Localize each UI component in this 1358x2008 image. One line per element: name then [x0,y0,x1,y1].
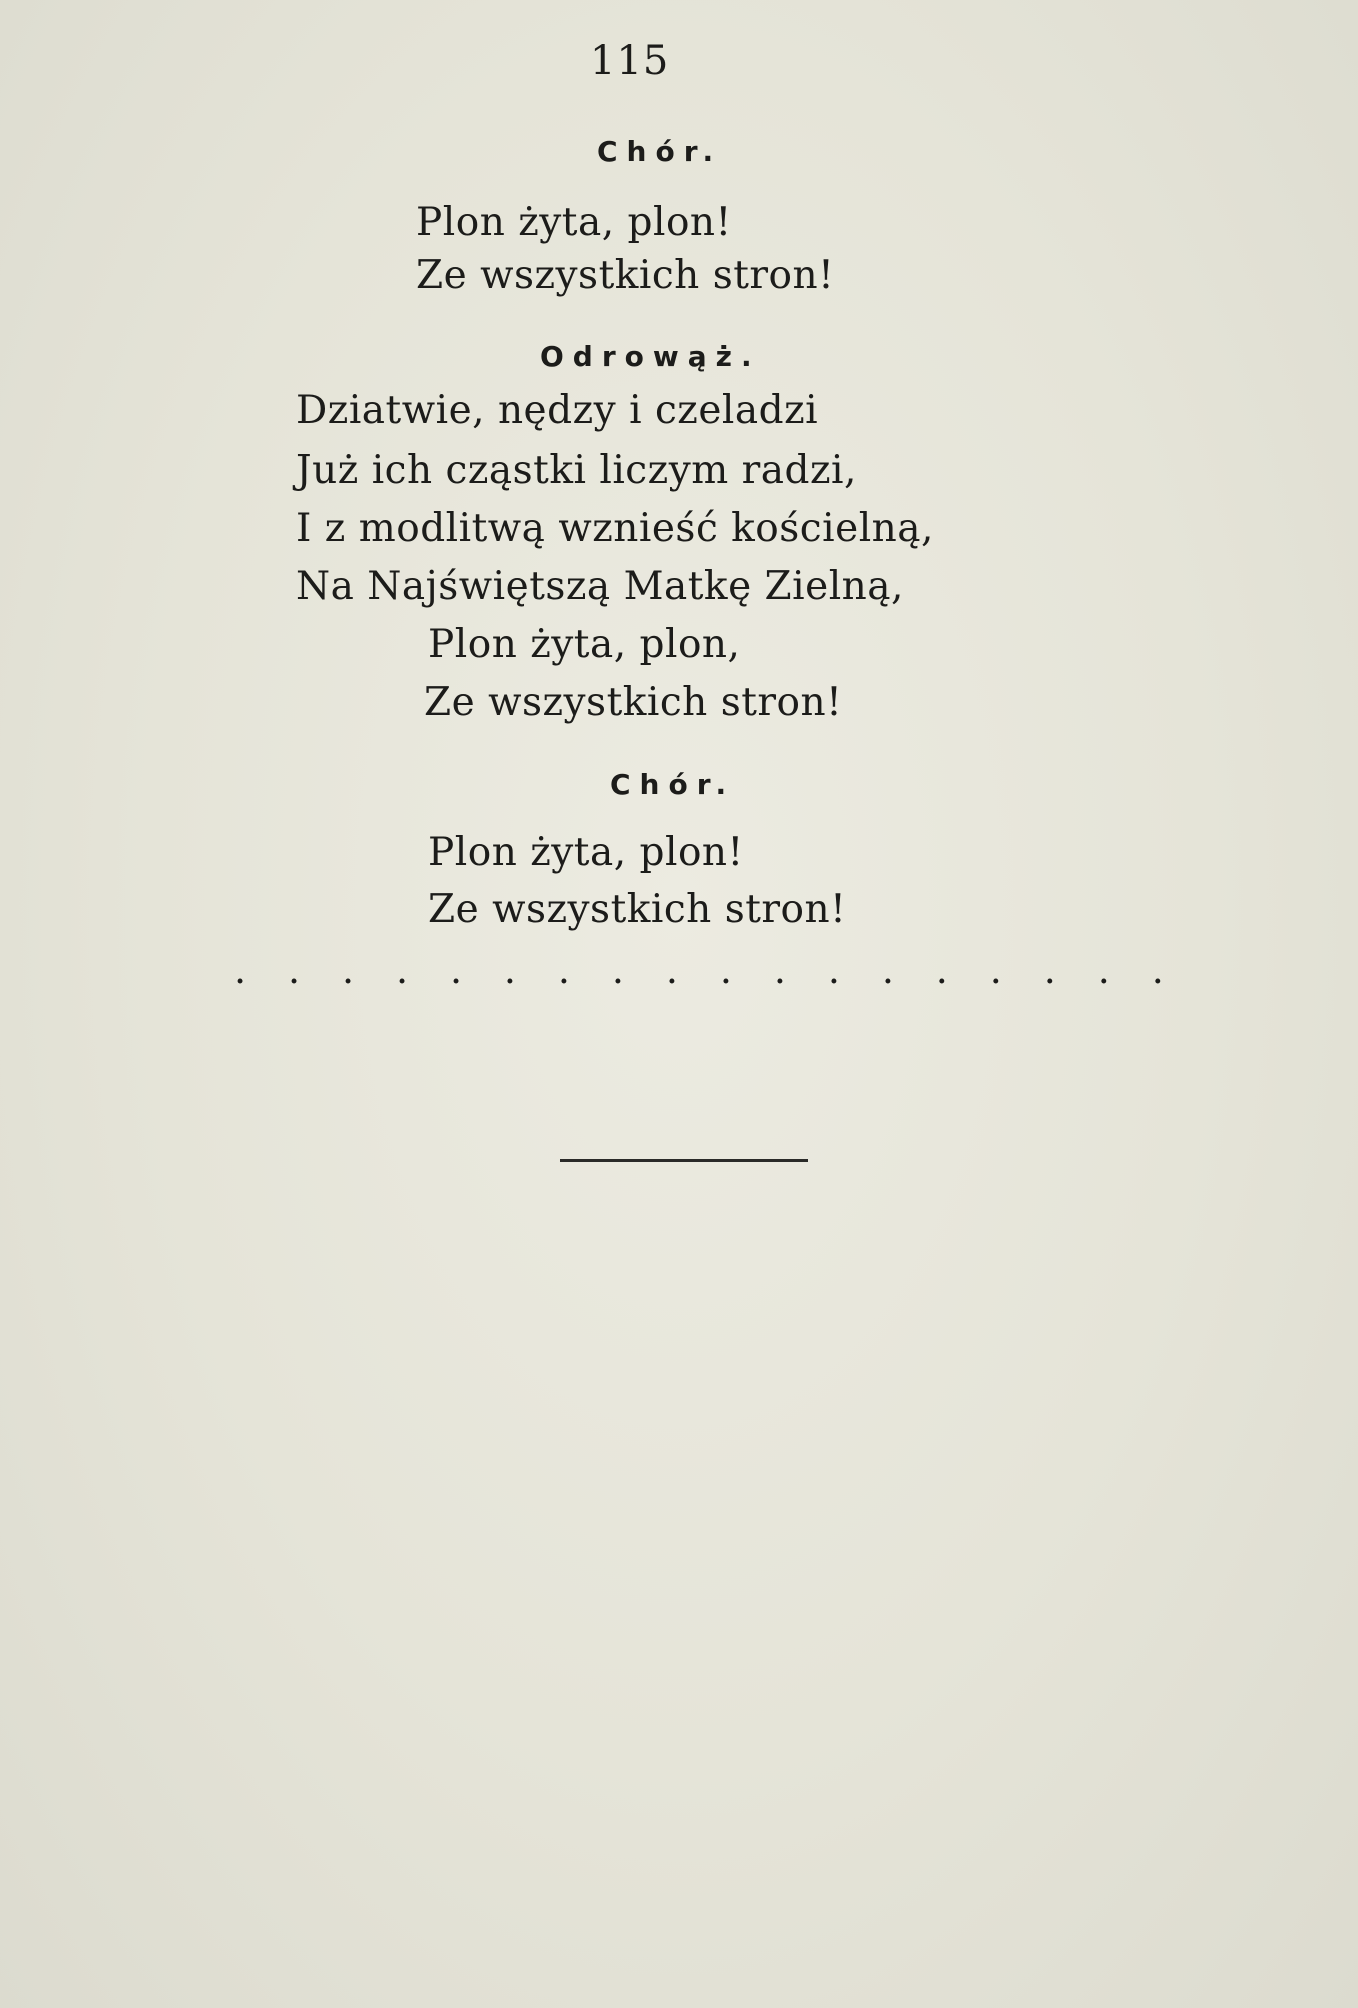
verse-line: Dziatwie, nędzy i czeladzi [296,388,819,433]
verse-line: Na Najświętszą Matkę Zielną, [296,564,904,609]
ellipsis-dot: . [557,948,570,992]
speaker-heading: Chór. [610,768,736,801]
ellipsis-dot: . [234,948,247,992]
verse-line: Ze wszystkich stron! [428,887,847,932]
ellipsis-dot: . [341,948,355,992]
verse-line: Już ich cząstki liczym radzi, [296,448,857,493]
ellipsis-dot: . [935,948,948,992]
ellipsis-dot: . [989,948,1002,992]
closing-rule [560,1159,808,1162]
ellipsis-dot: . [503,948,517,992]
ellipsis-dot: . [1151,948,1164,992]
verse-line: Ze wszystkich stron! [416,253,835,298]
ellipsis-dot: . [1097,948,1110,992]
ellipsis-dot: . [1043,948,1056,992]
verse-line: Plon żyta, plon! [416,200,732,245]
ellipsis-dot: . [827,948,840,992]
ellipsis-dot: . [665,948,678,992]
speaker-heading: Odrowąż. [540,340,761,373]
ellipsis-dot: . [719,948,732,992]
verse-line: Plon żyta, plon, [428,622,741,667]
ellipsis-dot: . [287,948,301,992]
ellipsis-dot: . [449,948,463,992]
verse-line: Plon żyta, plon! [428,830,744,875]
verse-line: Ze wszystkich stron! [424,680,843,725]
page-number: 115 [590,38,670,84]
ellipsis-dot: . [611,948,624,992]
ellipsis-dot: . [773,948,786,992]
verse-line: I z modlitwą wznieść kościelną, [296,506,934,551]
ellipsis-dot: . [881,948,894,992]
speaker-heading: Chór. [597,135,723,168]
ellipsis-dot: . [395,948,409,992]
ellipsis-row [234,948,1164,992]
